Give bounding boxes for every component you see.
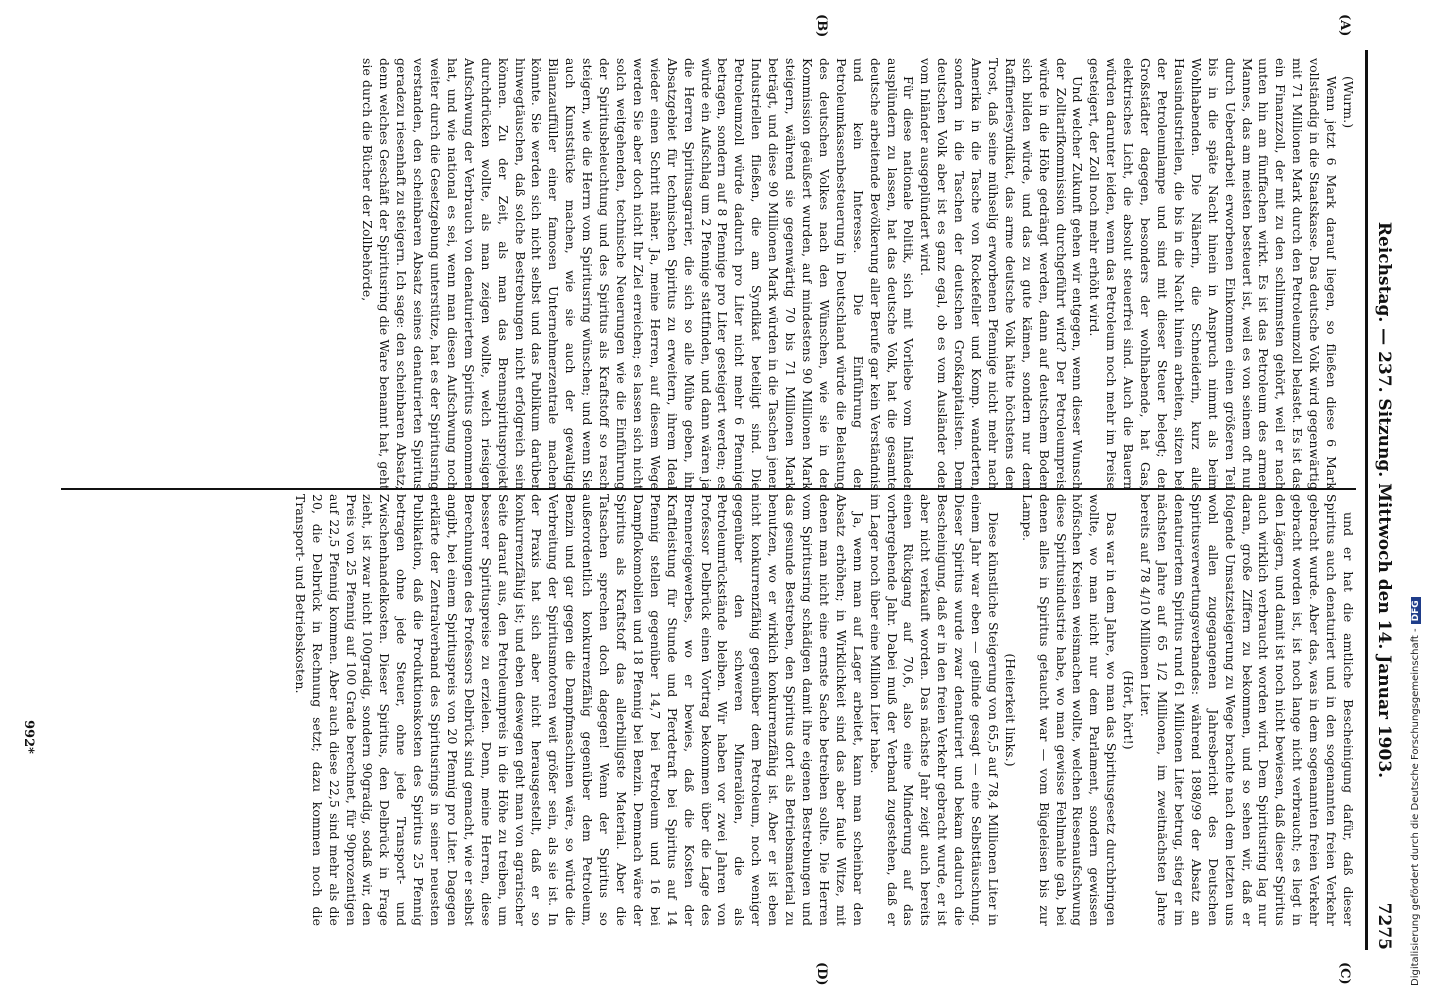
margin-marker-c: (C) [1337, 962, 1352, 985]
paragraph: und er hat die amtliche Bescheinigung dafür, daß dieser Spiritus auch denaturiert und in den sogenannten freien Verkehr gebracht wurde. Aber das, was in dem sogenannten freien Verkehr gebracht worden ist, ist noch lange nicht verbraucht; es liegt in den Lägern, und damit ist noch nicht bewiesen, daß dieser Spiritus auch wirklich verbraucht worden wird. Dem Spiritusring lag nur daran, große Ziffern zu bekommen, und so sehen wir, daß er folgende Umsatzsteigerung zu Wege brachte nach dem letzten uns wohl allen zugegangenen Jahresbericht des Deutschen Spiritusverwertungsverbandes: während 1898/99 der Absatz an denaturiertem Spiritus rund 61 Millionen Liter betrug, stieg er im nächsten Jahre auf 65 1/2 Millionen, im zweitnächsten Jahre bereits auf 78 4/10 Millionen Liter. [1138, 494, 1356, 926]
text-column-left [56, 58, 1356, 490]
paragraph: Für diese nationale Politik, sich mit Vorliebe vom Inländer ausplündern zu lassen, hat das deutsche Volk, hat die gesamte deutsche arbeitende Bevölkerung aller Berufe gar kein Verständnis und kein Interesse. Die Einführung der Petroleumkassenbesteuerung in Deutschland würde die Belastung des deutschen Volkes nach den Wünschen, wie sie in der Kommission geäußert wurden, auf mindestens 90 Millionen Mark steigern, während sie gegenwärtig 70 bis 71 Millionen Mark beträgt, und diese 90 Millionen Mark würden in die Taschen jener Industriellen fließen, die am Syndikat beteiligt sind. Die Petroleumzoll würde dadurch pro Liter nicht mehr 6 Pfennige betragen, sondern auf 8 Pfennige pro Liter gesteigert werden; es würde ein Aufschlag um 2 Pfennige stattfinden, und dann wären ja die Herren Spiritusagrarier, die sich so alle Mühe geben, ihr Absatzgebiet für technischen Spiritus zu erweitern, ihrem Ideal wieder einen Schritt näher. Ja, meine Herren, auf diesem Wege werden Sie aber doch nicht Ihr Ziel erreichen; es lassen sich nicht solch weitgehenden, technische Neuerungen wie die Einführung der Spiritusbeleuchtung und des Spiritus als Kraftstoff so rasch steigern, wie die Herrn vom Spiritusring wünschen; und wenn Sie auch Kunststücke machen, wie sie auch der gewaltige Bilanzauffüller einer famosen Unternehmerzentrale machen könnte. Sie werden sich nicht selbst und das Publikum darüber hinwegtäuschen, daß solche Bestrebungen nicht erfolgreich sein können. Zu der Zeit, als man das Brennspiritusprojekt durchdrücken wollte, als man zeigen wollte, welch riesigen Aufschwung der Verbrauch von denaturiertem Spiritus genommen hat, und wie national es sei, wenn man diesen Aufschwung noch weiter durch die Gesetzgebung unterstütze, hat es der Spiritusring verstanden, den scheinbaren Absatz seines denaturierten Spiritus geradezu riesenhaft zu steigern. Ich sage: den scheinbaren Absatz; denn welches Geschäft der Spiritusring die Ware benannt hat, geht sie durch die Bücher der Zollbehörde, [360, 58, 917, 490]
footer-page-ref: 992* [21, 720, 36, 754]
credit-text: Digitalisierung gefördert durch die Deutsche Forschungsgemeinschaft - [1410, 628, 1421, 986]
margin-marker-b: (B) [814, 14, 829, 38]
text-column-right [56, 494, 1356, 926]
paragraph: Ja, wenn man auf Lager arbeitet, kann man scheinbar den Absatz erhöhen; in Wirklichkeit sind das aber faule Witze, mit denen man nicht eine ernste Sache betreiben sollte. Die Herren vom Spiritusring schädigen damit ihre eigenen Bestrebungen und das gesunde Bestreben, den Spiritus dort als Betriebsmaterial zu benutzen, wo er wirklich konkurrenzfähig ist. Aber er ist eben nicht konkurrenzfähig gegenüber dem Petroleum, noch weniger gegenüber den schweren Mineralölen, die als Petroleumrückstände bleiben. Wir haben vor zwei Jahren von Professor Delbrück einen Vortrag bekommen über die Lage des Brennereigewerbes, wo er bewies, daß die Kosten der Kraftleistung für Stunde und Pferdetraft bei Spiritus auf 14 Pfennig stellen gegenüber 14,7 bei Petroleum und 16 bei Dampflokomobilen und 18 Pfennig bei Benzin. Demnach wäre der Spiritus als Kraftstoff das allerbilligste Material. Aber die Tatsachen sprechen doch dagegen! Wenn der Spiritus so außerordentlich konkurrenzfähig gegenüber dem Petroleum, Benzin und gar gegen die Dampfmaschinen wäre, so würde die Verbreitung der Spiritusmotoren weit größer sein, als sie ist. In der Praxis hat sich aber nicht herausgestellt, daß er so konkurrenzfähig ist; und eben deswegen geht man von agrarischer Seite darauf aus, den Petroleumpreis in die Höhe zu treiben, um besserer Spirituspreise zu erzielen. Denn, meine Herren, diese Berechnungen des Professors Delbrück sind gemacht, wie er selbst angibt, bei einem Spirituspreis von 20 Pfennig pro Liter. Dagegen erklärte der Zentralverband des Spiritusrings in seiner neuesten Publikation, daß die Produktionskosten des Spiritus 25 Pfennig betragen ohne jede Steuer, ohne jede Transport- und Zwischenhandelkosten. Dieser Spiritus, den Delbrück in Frage zieht, ist zwar nicht 100gradig, sondern 90gradig, sodaß wir, den Preis von 25 Pfennig auf 100 Grade berechnet, für 90prozentigen auf 22,5 Pfennig kommen. Aber auch diese 22,5 sind mehr als die 20, die Delbrück in Rechnung setzt; dazu kommen noch die Transport- und Betriebskosten. [292, 494, 866, 926]
page-number: 7275 [1374, 902, 1394, 950]
paragraph: Und welcher Zukunft gehen wir entgegen, wenn dieser Wunsch der Zolltarifkommission durchgeführt wird? Der Petroleumpreis würde in die Höhe gedrängt werden, dann auf deutschem Boden sich bilden würde, und das zu gute kämen, sondern nur dem Raffineriesyndikat, das arme deutsche Volk hätte höchstens den Trost, daß seine mühselig erworbenen Pfennige nicht mehr nach Amerika in die Tasche von Rockefeller und Komp. wanderten, sondern in die Taschen der deutschen Großkapitalisten. Dem deutschen Volk aber ist es ganz egal, ob es vom Ausländer oder vom Inländer ausgeplündert wird. [918, 58, 1086, 490]
header-rule [1365, 50, 1368, 950]
column-divider [61, 488, 1356, 490]
interjection: (Hört, hört!) [1121, 670, 1137, 750]
page-header-title: Reichstag. — 237. Sitzung. Mittwoch den 14. Januar 1903. [1374, 221, 1394, 779]
margin-marker-d: (D) [814, 962, 829, 986]
interjection: (Heiterkeit links.) [1002, 653, 1018, 767]
dfg-logo-icon: DFG [1411, 597, 1421, 624]
paragraph: Diese künstliche Steigerung von 65,5 auf 78,4 Millionen Liter in einem Jahr war eben — gelinde gesagt — eine Selbsttäuschung. Dieser Spiritus wurde zwar denaturiert und bekam dadurch die Bescheinigung, daß er in den freien Verkehr gebracht wurde, er ist aber nicht verkauft worden. Das nächste Jahr zeigt auch bereits einen Rückgang auf 70,6, also eine Minderung auf das vorhergehende Jahr. Dabei muß der Verband zugestehen, daß er im Lager noch über eine Million Liter habe. [867, 494, 1001, 926]
margin-marker-a: (A) [1337, 14, 1352, 37]
paragraph: Das war in dem Jahre, wo man das Spiritusgesetz durchbringen wollte, wo man nicht nur dem Parlament, sondern gewissen höfischen Kreisen weismachen wollte, welchen Riesenaufschwung diese Spiritusindustrie habe, wo man gewisse Fehlmahle gab, bei denen alles in Spiritus getaucht war — vom Bügeleisen bis zur Lampe. [1019, 494, 1120, 926]
speaker-name: (Wurm.) [1341, 76, 1356, 129]
paragraph: Wenn jetzt 6 Mark darauf liegen, so fließen diese 6 Mark vollständig in die Staatskasse. Das deutsche Volk wird gegenwärtig mit 71 Millionen Mark durch den Petroleumzoll belastet. Es ist das ein Finanzzoll, der mit zu den schlimmsten gehört, weil er nach unten hin am fünffachen wirkt. Es ist das Petroleum des armen Mannes, das am meisten besteuert ist, weil es von seinem oft nur durch Ueberdarbeit erworbenen Einkommen einen größeren Teil bis in die späte Nacht hinein in Anspruch nimmt als beim Wohlhabenden. Die Näherin, die Schneiderin, kurz alle Hausindustriellen, die bis in die Nacht hinein arbeiten, sitzen bei der Petroleumlampe und sind mit dieser Steuer belegt; der Großstädter dagegen, besonders der wohlhabende, hat Gas, elektrisches Licht, die absolut steuerfrei sind. Auch die Bauern würden darunter leiden, wenn das Petroleum noch mehr im Preise gesteigert, der Zoll noch mehr erhöht wird. [1087, 58, 1340, 490]
